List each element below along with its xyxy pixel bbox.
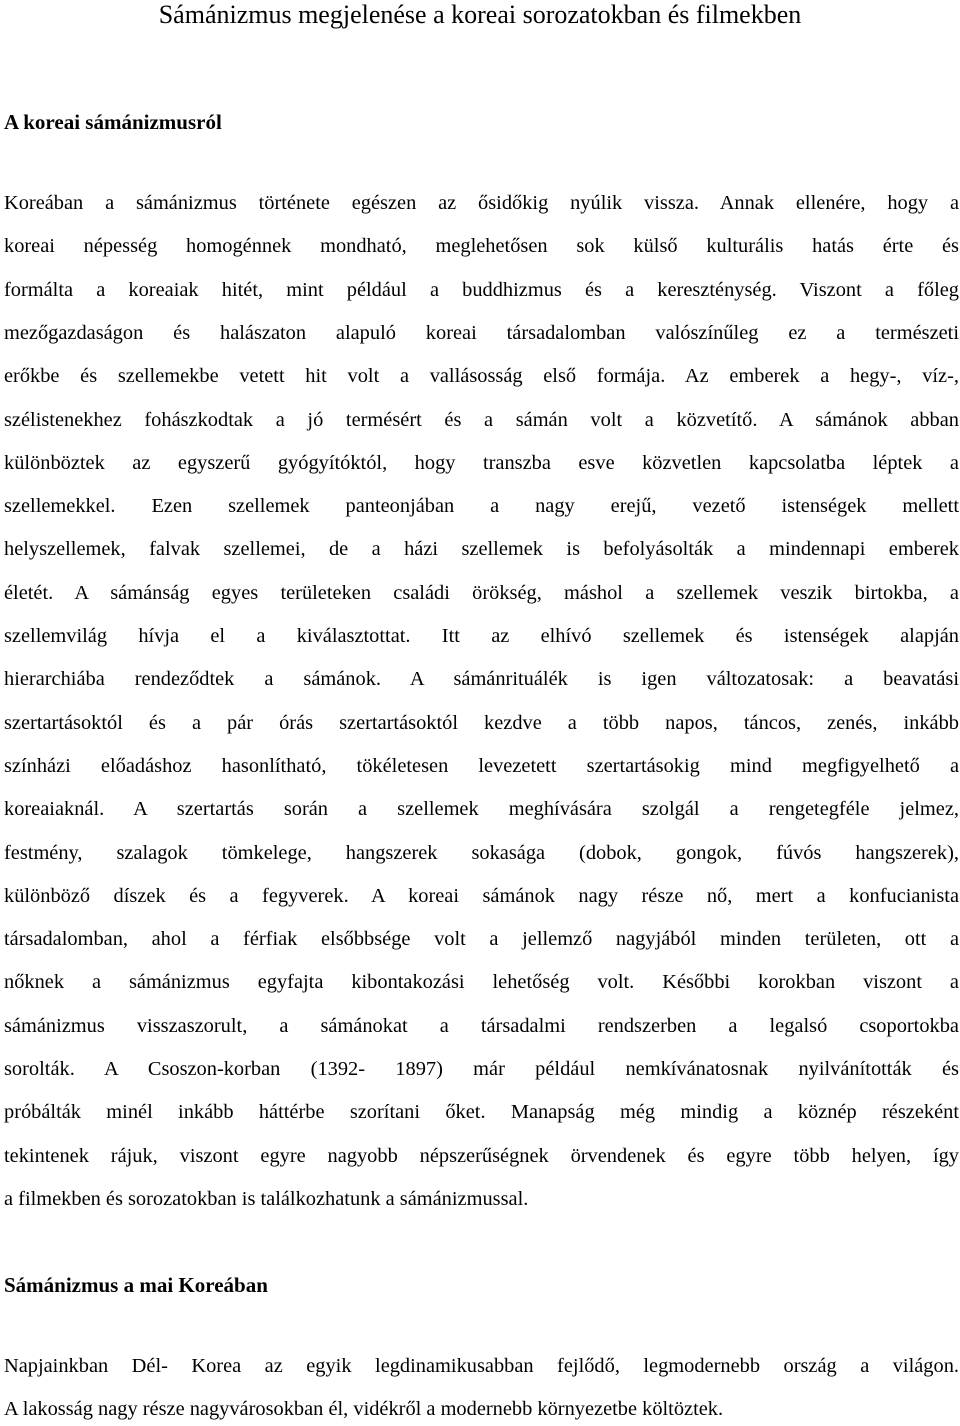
- paragraph-line: szertartásoktól és a pár órás szertartásoktól kezdve a több napos, táncos, zenés, inkább: [4, 711, 959, 734]
- paragraph-line: különböző díszek és a fegyverek. A koreai sámánok nagy része nő, mert a konfucianista: [4, 884, 959, 907]
- paragraph-line: sámánizmus visszaszorult, a sámánokat a társadalmi rendszerben a legalsó csoportokba: [4, 1014, 959, 1037]
- paragraph-line: festmény, szalagok tömkelege, hangszerek sokasága (dobok, gongok, fúvós hangszerek),: [4, 841, 959, 864]
- section-heading-koreai-samanizmus: A koreai sámánizmusról: [4, 110, 222, 134]
- paragraph-line: Napjainkban Dél- Korea az egyik legdinamikusabban fejlődő, legmodernebb ország a világon.: [4, 1355, 959, 1377]
- paragraph-line: szellemekkel. Ezen szellemek panteonjában a nagy erejű, vezető istenségek mellett: [4, 495, 959, 518]
- paragraph-line: sorolták. A Csoszon-korban (1392- 1897) már például nemkívánatosnak nyilvánították és: [4, 1058, 959, 1080]
- page-title: Sámánizmus megjelenése a koreai sorozatokban és filmekben: [158, 0, 802, 29]
- paragraph-line: társadalomban, ahol a férfiak elsőbbsége volt a jellemző nagyjából minden területen, ott a: [4, 928, 959, 951]
- paragraph-line: helyszellemek, falvak szellemei, de a házi szellemek is befolyásolták a mindennapi emberek: [4, 538, 959, 561]
- paragraph-line: formálta a koreaiak hitét, mint például a buddhizmus és a kereszténység. Viszont a főleg: [4, 278, 959, 301]
- section-heading-mai-korea: Sámánizmus a mai Koreában: [4, 1273, 268, 1297]
- paragraph-line: nőknek a sámánizmus egyfajta kibontakozási lehetőség volt. Későbbi korokban viszont a: [4, 971, 959, 994]
- paragraph-line: koreaiaknál. A szertartás során a szellemek meghívására szolgál a rengetegféle jelmez,: [4, 798, 959, 821]
- paragraph-line: erőkbe és szellemekbe vetett hit volt a vallásosság első formája. Az emberek a hegy-, víz-,: [4, 365, 959, 388]
- paragraph-line: Koreában a sámánizmus története egészen az ősidőkig nyúlik vissza. Annak ellenére, hogy a: [4, 192, 959, 214]
- paragraph-line: szellemvilág hívja el a kiválasztottat. Itt az elhívó szellemek és istenségek alapján: [4, 625, 959, 647]
- paragraph-line: A lakosság nagy része nagyvárosokban él, vidékről a modernebb környezetbe költöztek.: [4, 1398, 724, 1421]
- paragraph-line: próbálták minél inkább háttérbe szorítani őket. Manapság még mindig a köznép részeként: [4, 1101, 959, 1124]
- paragraph-line: színházi előadáshoz hasonlítható, tökéletesen levezetett szertartásokig mind megfigyelhető a: [4, 754, 959, 777]
- paragraph-line: különböztek az egyszerű gyógyítóktól, hogy transzba esve közvetlen kapcsolatba léptek a: [4, 451, 959, 474]
- paragraph-line: a filmekben és sorozatokban is találkozhatunk a sámánizmussal.: [4, 1187, 529, 1210]
- paragraph-line: életét. A sámánság egyes területeken családi örökség, máshol a szellemek veszik birtokba, a: [4, 581, 959, 604]
- paragraph-line: szélistenekhez fohászkodtak a jó termésért és a sámán volt a közvetítő. A sámánok abban: [4, 408, 959, 431]
- paragraph-line: mezőgazdaságon és halászaton alapuló koreai társadalomban valószínűleg ez a természeti: [4, 321, 959, 344]
- paragraph-line: hierarchiába rendeződtek a sámánok. A sámánrituálék is igen változatosak: a beavatási: [4, 668, 959, 691]
- paragraph-line: koreai népesség homogénnek mondható, meglehetősen sok külső kulturális hatás érte és: [4, 235, 959, 258]
- paragraph-line: tekintenek rájuk, viszont egyre nagyobb népszerűségnek örvendenek és egyre több helyen, így: [4, 1144, 959, 1167]
